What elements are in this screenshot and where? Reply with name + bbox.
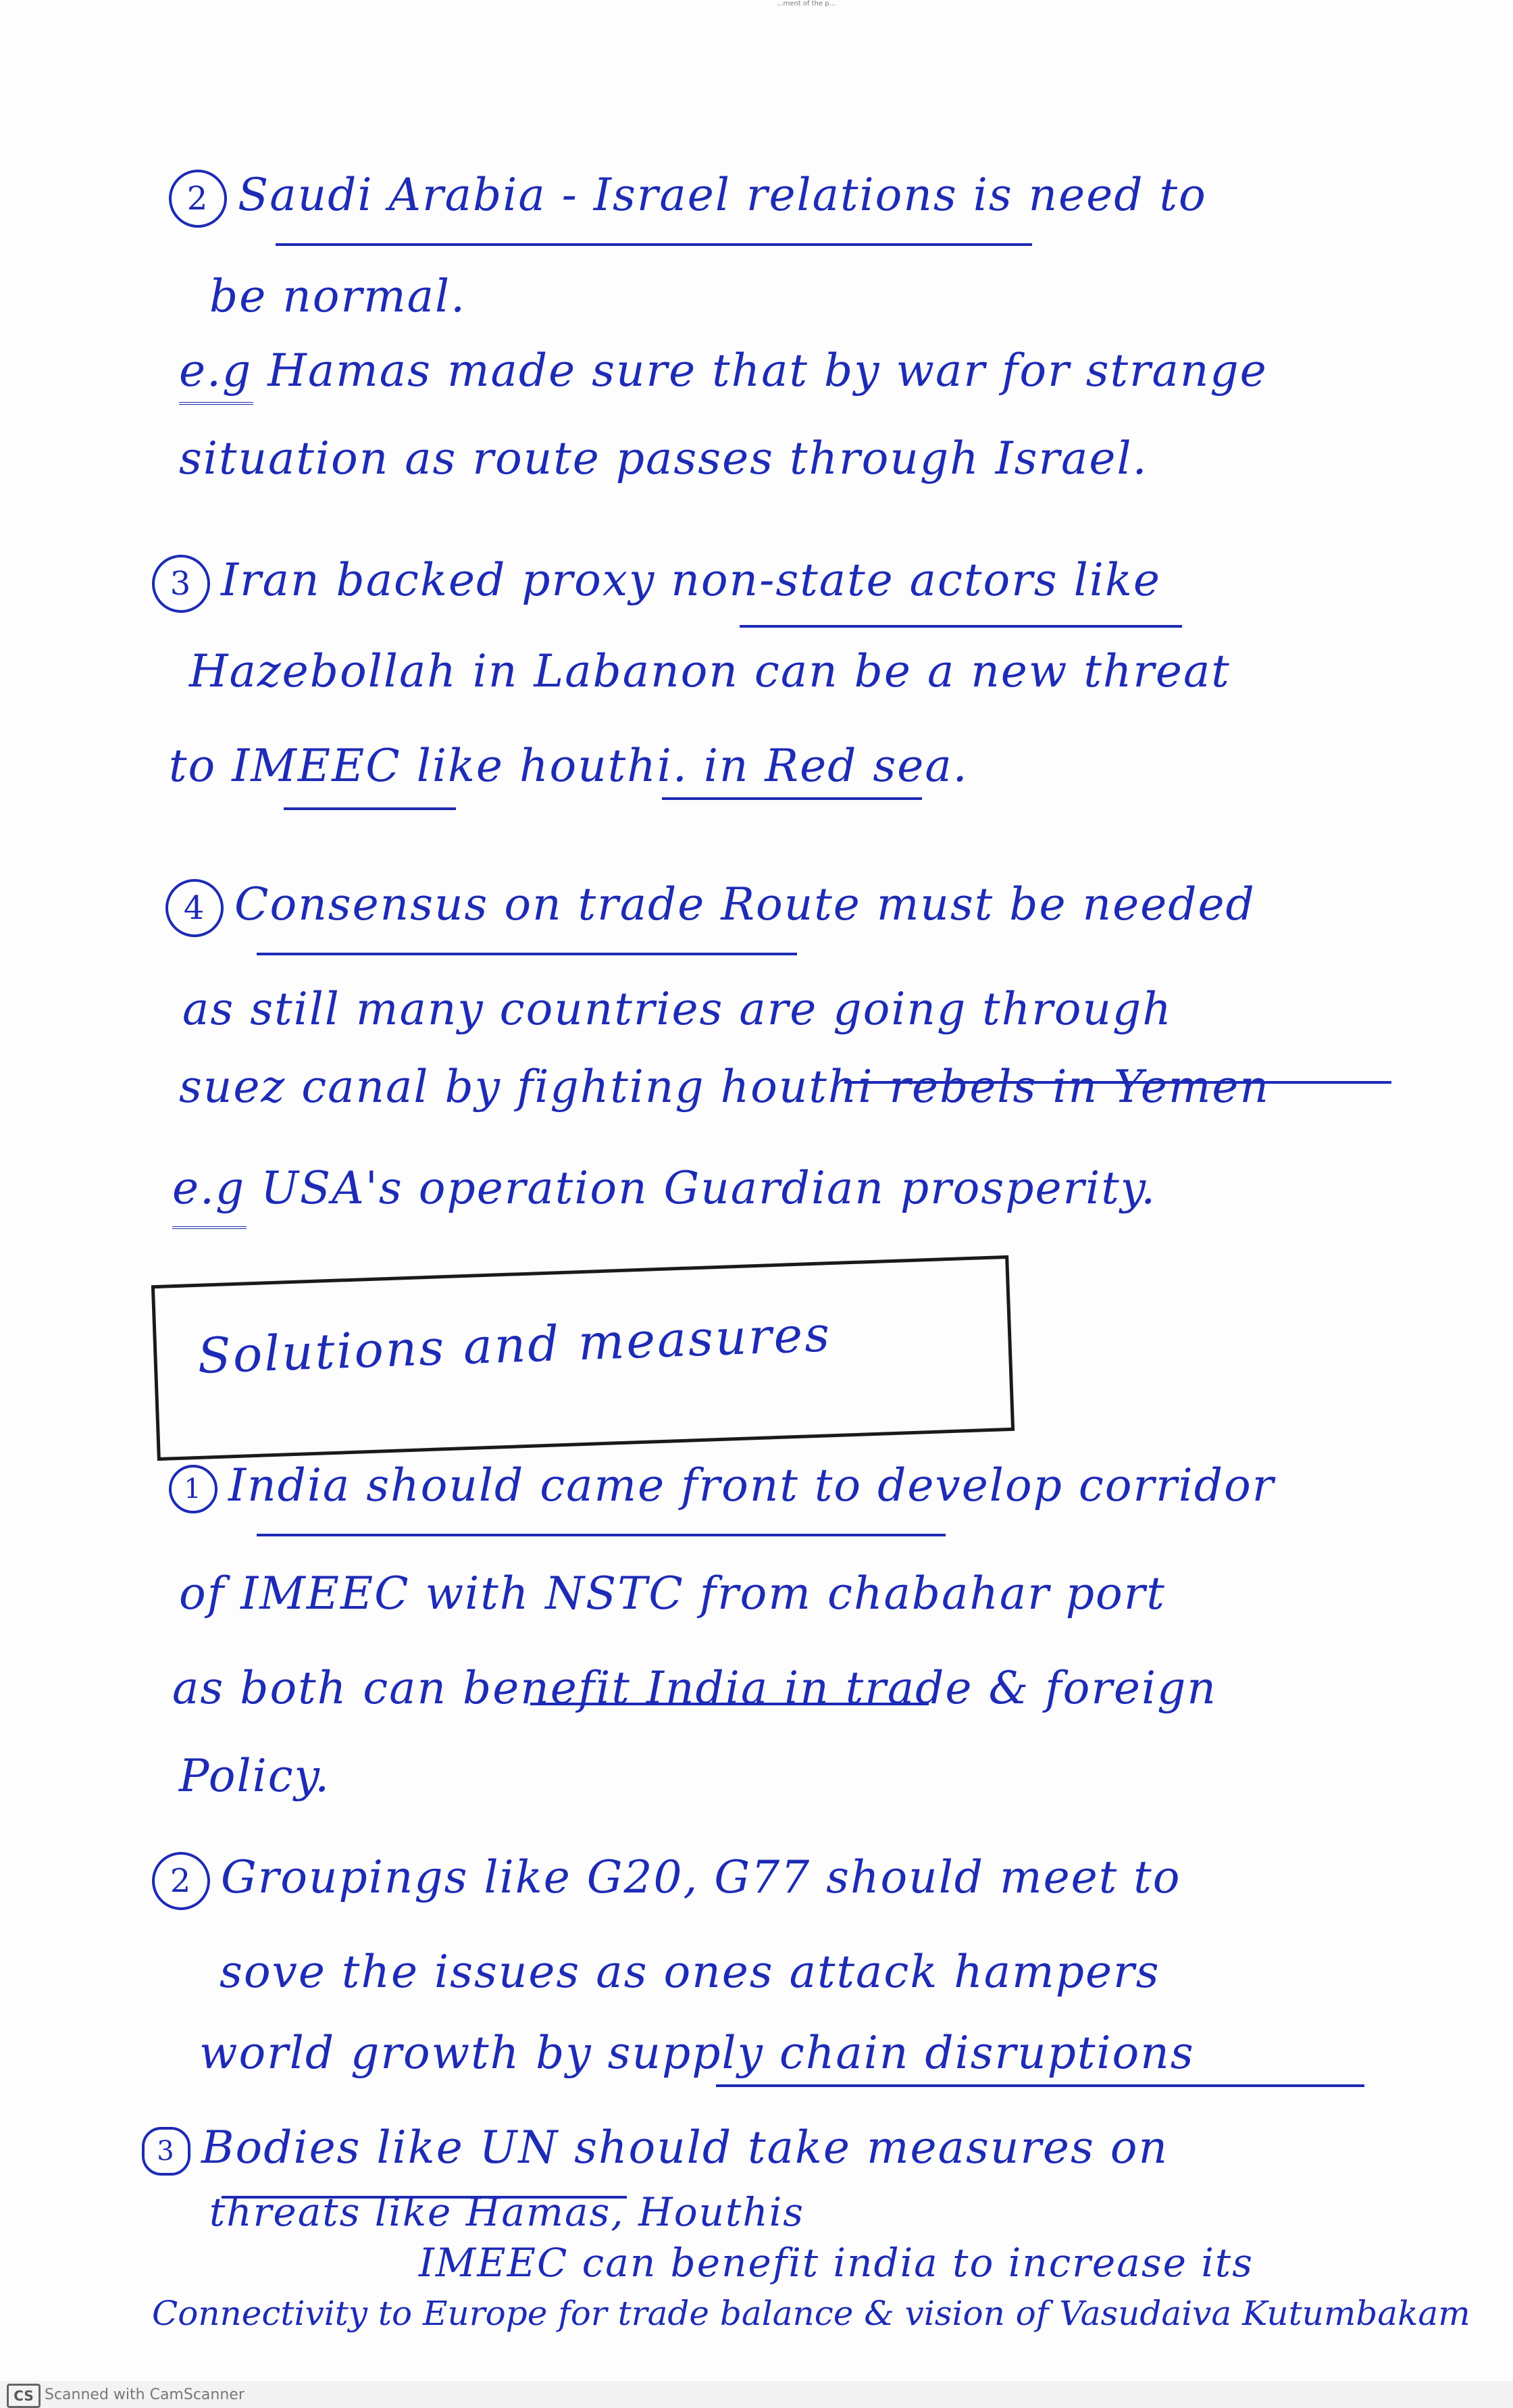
point-2-number: 2 <box>169 170 227 228</box>
underline-houthi-rebels <box>844 1081 1391 1084</box>
point-4-text-1: Consensus on trade Route must be needed <box>234 878 1256 930</box>
solution-2-line-1 <box>152 1851 1181 1910</box>
solution-3-text-1: Bodies like UN should take measures on <box>201 2122 1169 2174</box>
point-3-line-1 <box>152 554 1161 613</box>
solution-2-number: 2 <box>152 1852 210 1910</box>
solution-3-line-3: IMEEC can benefit india to increase its <box>419 2240 1254 2286</box>
solution-1-line-2: of IMEEC with NSTC from chabahar port <box>179 1567 1166 1620</box>
solution-1-number: 1 <box>169 1465 217 1513</box>
point-2-line-4: situation as route passes through Israel. <box>179 432 1148 484</box>
solution-2-line-2: sove the issues as ones attack hampers <box>220 1946 1160 1998</box>
solution-3-line-4: Connectivity to Europe for trade balance & vision of Vasudaiva Kutumbakam <box>152 2294 1470 2333</box>
underline-houthi-red-sea <box>662 797 922 800</box>
point-3-number: 3 <box>152 555 210 613</box>
point-3-line-3: to IMEEC like houthi. in Red sea. <box>169 740 969 792</box>
scanner-footer <box>0 2381 1513 2408</box>
underline-eg-2 <box>172 1226 247 1232</box>
underline-consensus-trade <box>257 953 797 955</box>
underline-imeec-1 <box>284 807 456 810</box>
underline-benefit-india <box>530 1703 929 1705</box>
solution-1-text-1: India should came front to develop corridor <box>228 1459 1275 1511</box>
underline-india-front <box>257 1534 946 1536</box>
point-4-line-4: e.g USA's operation Guardian prosperity. <box>172 1162 1157 1214</box>
point-4-line-3: suez canal by fighting houthi rebels in Yemen <box>179 1061 1270 1113</box>
point-4-line-2: as still many countries are going through <box>182 983 1173 1035</box>
solution-1-line-1 <box>169 1459 1275 1513</box>
point-2-text-1: Saudi Arabia - Israel relations is need to <box>238 169 1207 221</box>
top-edge-text: ...ment of the p... <box>777 0 836 7</box>
camscanner-logo: CS <box>7 2384 41 2408</box>
point-2-line-3: e.g Hamas made sure that by war for strange <box>179 345 1268 397</box>
solution-3-number: 3 <box>142 2127 190 2176</box>
underline-supply-chain <box>716 2084 1364 2087</box>
solution-1-line-4: Policy. <box>179 1750 331 1802</box>
underline-saudi-israel <box>276 243 1032 246</box>
camscanner-watermark-text: Scanned with CamScanner <box>45 2386 245 2403</box>
solution-3-line-1 <box>142 2122 1169 2176</box>
solution-3-line-2: threats like Hamas, Houthis <box>209 2189 805 2235</box>
point-2-line-2: be normal. <box>209 270 467 322</box>
section-title-box <box>151 1255 1015 1461</box>
solution-1-line-3: as both can benefit India in trade & foreign <box>172 1662 1217 1714</box>
point-3-line-2: Hazebollah in Labanon can be a new threat <box>189 645 1231 697</box>
section-title: Solutions and measures <box>197 1305 833 1384</box>
point-4-number: 4 <box>165 879 224 937</box>
underline-eg-1 <box>179 402 253 407</box>
underline-non-state-actors <box>740 625 1182 628</box>
solution-2-line-3: world growth by supply chain disruptions <box>199 2027 1195 2079</box>
point-4-line-1 <box>165 878 1256 937</box>
point-3-text-1: Iran backed proxy non-state actors like <box>221 554 1161 606</box>
point-2-line-1 <box>169 169 1207 228</box>
solution-2-text-1: Groupings like G20, G77 should meet to <box>221 1851 1181 1903</box>
